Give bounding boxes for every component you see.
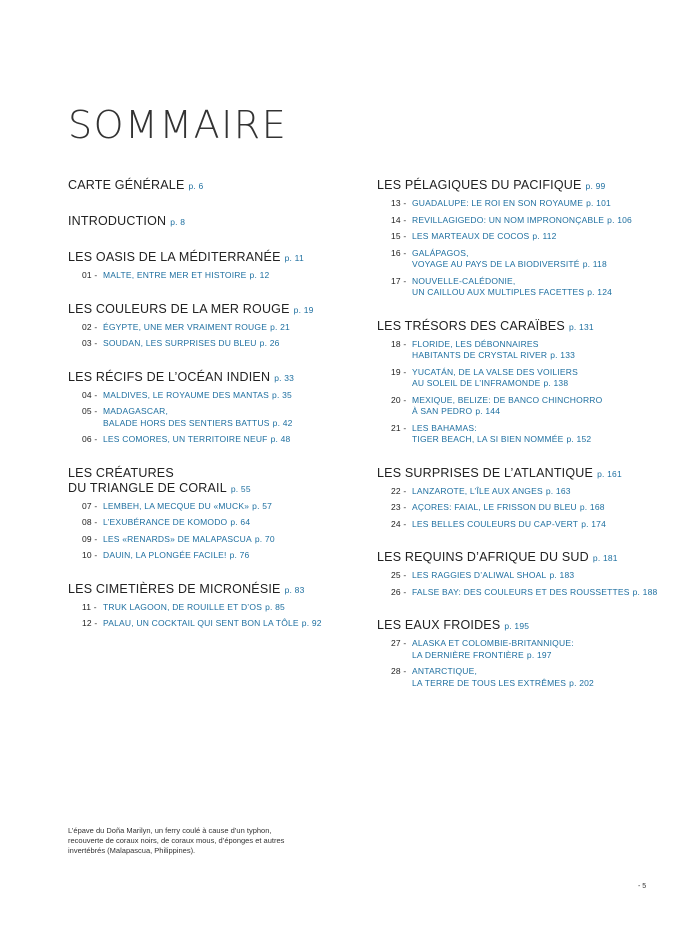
section-page-number: p. 131 [568, 321, 594, 332]
section-title-text: LES COULEURS DE LA MER ROUGE [68, 301, 290, 316]
entry-title-text: YUCATÁN, DE LA VALSE DES VOILIERS AU SOLEIL DE L’INFRAMONDE [412, 366, 578, 388]
toc-section [377, 466, 677, 531]
section-title-text: LES REQUINS D’AFRIQUE DU SUD [377, 550, 589, 564]
toc-section [377, 319, 677, 446]
entry-page-number: p. 57 [252, 500, 273, 511]
toc-entry[interactable] [377, 423, 677, 446]
entry-page-number: p. 12 [249, 270, 270, 280]
entry-title [103, 501, 272, 513]
entry-page-number: p. 163 [545, 485, 571, 496]
entry-number: 26 - [391, 586, 407, 597]
entry-number: 23 - [391, 502, 407, 512]
toc-entry[interactable] [377, 502, 677, 514]
section-title[interactable] [68, 214, 358, 230]
entry-number: 02 - [82, 321, 98, 332]
entry-number: 07 - [82, 500, 98, 511]
entry-title [412, 395, 602, 418]
entry-page-number: p. 138 [543, 378, 569, 388]
entry-title [103, 618, 322, 630]
section-page-number: p. 99 [585, 181, 606, 191]
entry-title-text: GALÁPAGOS, VOYAGE AU PAYS DE LA BIODIVERSITÉ [412, 247, 580, 269]
entry-number: 13 - [391, 198, 407, 208]
toc-section [377, 550, 677, 598]
section-title-text: LES EAUX FROIDES [377, 618, 501, 632]
toc-entry[interactable] [377, 215, 677, 227]
section-title[interactable] [68, 250, 358, 266]
entry-title-text: LES MARTEAUX DE COCOS [412, 231, 530, 241]
entry-title-text: NOUVELLE-CALÉDONIE, UN CAILLOU AUX MULTIPLES FACETTES [412, 275, 585, 297]
entry-title [412, 339, 575, 362]
entry-page-number: p. 42 [272, 417, 293, 428]
entry-title [103, 406, 293, 429]
entry-page-number: p. 35 [272, 389, 292, 400]
entry-number: 21 - [391, 422, 407, 433]
section-title[interactable] [377, 319, 677, 335]
toc-section [377, 178, 677, 299]
entry-number: 19 - [391, 366, 407, 377]
toc-entry[interactable] [68, 322, 358, 334]
toc-left-column [68, 178, 358, 650]
entry-title-text: LES RAGGIES D’ALIWAL SHOAL [412, 570, 547, 580]
entry-page-number: p. 76 [229, 550, 250, 560]
section-title-text: INTRODUCTION [68, 214, 167, 228]
entry-title [103, 390, 292, 402]
page-title: SOMMAIRE [68, 103, 288, 147]
section-title-text: LES SURPRISES DE L’ATLANTIQUE [377, 465, 594, 480]
toc-entry[interactable] [68, 390, 358, 402]
toc-entry[interactable] [68, 618, 358, 630]
entry-title-text: MEXIQUE, BELIZE: DE BANCO CHINCHORRO À SAN PEDRO [412, 394, 603, 416]
entry-title [103, 338, 280, 350]
section-page-number: p. 55 [230, 483, 251, 494]
section-title[interactable] [377, 618, 677, 634]
entry-title [103, 550, 249, 562]
entry-page-number: p. 112 [532, 231, 557, 241]
entry-title [412, 486, 571, 498]
entry-title-text: PALAU, UN COCKTAIL QUI SENT BON LA TÔLE [103, 618, 299, 628]
section-title[interactable] [68, 582, 358, 598]
entry-page-number: p. 202 [569, 677, 594, 688]
entry-title [412, 502, 605, 514]
section-title-text: LES TRÉSORS DES CARAÏBES [377, 318, 565, 333]
entry-page-number: p. 21 [270, 321, 290, 332]
section-title[interactable] [377, 466, 677, 482]
entry-title [412, 638, 574, 661]
entry-page-number: p. 64 [230, 517, 251, 527]
entry-page-number: p. 118 [582, 259, 607, 269]
toc-entry[interactable] [377, 339, 677, 362]
toc-entry[interactable] [377, 198, 677, 210]
toc-entry[interactable] [68, 434, 358, 446]
entry-title-text: LANZAROTE, L’ÎLE AUX ANGES [412, 485, 543, 496]
entry-title-text: ANTARCTIQUE, LA TERRE DE TOUS LES EXTRÊMES [412, 666, 567, 688]
section-title[interactable] [68, 370, 358, 386]
toc-section [68, 178, 358, 194]
entry-number: 22 - [391, 485, 407, 496]
entry-title-text: REVILLAGIGEDO: UN NOM IMPRONONÇABLE [412, 214, 605, 225]
entry-number: 14 - [391, 214, 407, 225]
entry-title [103, 534, 275, 546]
section-title-text: LES CIMETIÈRES DE MICRONÉSIE [68, 581, 281, 596]
section-page-number: p. 83 [284, 584, 305, 595]
entry-page-number: p. 197 [526, 649, 552, 660]
entry-page-number: p. 133 [550, 350, 576, 360]
entry-title-text: MADAGASCAR, BALADE HORS DES SENTIERS BATTUS [103, 406, 270, 428]
entry-page-number: p. 106 [607, 214, 632, 225]
entry-title [412, 519, 606, 531]
toc-section [68, 466, 358, 562]
entry-page-number: p. 85 [265, 601, 285, 612]
entry-title [103, 322, 290, 334]
entry-number: 04 - [82, 389, 98, 400]
toc-section [68, 582, 358, 630]
section-page-number: p. 161 [597, 468, 622, 479]
toc-entry[interactable] [377, 231, 677, 243]
entry-page-number: p. 92 [301, 618, 322, 628]
entry-title [412, 587, 657, 599]
toc-entry[interactable] [68, 550, 358, 562]
toc-entry[interactable] [68, 338, 358, 350]
toc-entry[interactable] [377, 276, 677, 299]
entry-title [103, 270, 269, 282]
section-page-number: p. 8 [170, 217, 186, 227]
entry-number: 11 - [82, 601, 97, 612]
toc-section [68, 214, 358, 230]
entry-title-text: LES COMORES, UN TERRITOIRE NEUF [103, 434, 268, 444]
entry-title-text: LEMBEH, LA MECQUE DU «MUCK» [103, 500, 250, 511]
toc-entry[interactable] [377, 570, 677, 582]
entry-title-text: ÉGYPTE, UNE MER VRAIMENT ROUGE [103, 321, 268, 332]
entry-number: 18 - [391, 338, 407, 349]
toc-entry[interactable] [68, 517, 358, 529]
section-title[interactable] [68, 302, 358, 318]
entry-number: 16 - [391, 247, 407, 258]
toc-entry[interactable] [377, 519, 677, 531]
entry-number: 06 - [82, 434, 98, 444]
entry-title [412, 215, 632, 227]
toc-section [68, 302, 358, 350]
section-page-number: p. 6 [188, 181, 204, 191]
toc-entry[interactable] [377, 395, 677, 418]
entry-number: 27 - [391, 638, 407, 648]
entry-title-text: ALASKA ET COLOMBIE-BRITANNIQUE: LA DERNIÈRE FRONTIÈRE [412, 638, 574, 660]
toc-entry[interactable] [68, 534, 358, 546]
toc-entry[interactable] [377, 638, 677, 661]
entry-title-text: TRUK LAGOON, DE ROUILLE ET D’OS [103, 601, 263, 612]
entry-page-number: p. 101 [586, 198, 611, 208]
entry-title [103, 434, 290, 446]
entry-title [412, 666, 594, 689]
entry-page-number: p. 188 [632, 586, 658, 597]
entry-number: 15 - [391, 231, 407, 241]
entry-number: 10 - [82, 550, 98, 560]
toc-entry[interactable] [377, 666, 677, 689]
entry-number: 17 - [391, 275, 407, 286]
entry-title-text: LES BAHAMAS: TIGER BEACH, LA SI BIEN NOMMÉE [412, 422, 564, 444]
entry-page-number: p. 124 [587, 287, 613, 297]
entry-number: 01 - [82, 270, 98, 280]
entry-page-number: p. 174 [581, 518, 607, 529]
entry-title [412, 570, 574, 582]
entry-page-number: p. 48 [270, 434, 291, 444]
section-page-number: p. 11 [284, 253, 304, 263]
toc-entry[interactable] [68, 501, 358, 513]
section-page-number: p. 33 [274, 372, 295, 383]
photo-caption: L’épave du Doña Marilyn, un ferry coulé à cause d’un typhon, recouverte de coraux noirs, de coraux mous, d’éponges et autres invertébrés (Malapascua, Philippines). [68, 826, 285, 855]
entry-number: 25 - [391, 570, 407, 580]
entry-page-number: p. 70 [254, 533, 275, 544]
toc-entry[interactable] [377, 248, 677, 271]
entry-title-text: FALSE BAY: DES COULEURS ET DES ROUSSETTES [412, 586, 630, 597]
entry-number: 12 - [82, 618, 98, 628]
entry-number: 08 - [82, 517, 98, 527]
entry-page-number: p. 183 [549, 570, 575, 580]
section-title[interactable] [68, 178, 358, 194]
toc-section [68, 250, 358, 282]
section-title[interactable] [377, 178, 677, 194]
entry-title-text: DAUIN, LA PLONGÉE FACILE! [103, 550, 227, 560]
entry-title-text: GUADALUPE: LE ROI EN SON ROYAUME [412, 198, 584, 208]
toc-entry[interactable] [377, 587, 677, 599]
section-title-text: LES OASIS DE LA MÉDITERRANÉE [68, 250, 281, 264]
entry-title [412, 248, 607, 271]
section-title-text: CARTE GÉNÉRALE [68, 178, 185, 192]
entry-title [103, 602, 285, 614]
entry-title-text: LES BELLES COULEURS DU CAP-VERT [412, 518, 579, 529]
toc-entry[interactable] [68, 406, 358, 429]
entry-number: 24 - [391, 518, 407, 529]
entry-title-text: MALDIVES, LE ROYAUME DES MANTAS [103, 389, 270, 400]
toc-entry[interactable] [68, 270, 358, 282]
section-title-text: LES PÉLAGIQUES DU PACIFIQUE [377, 178, 582, 192]
toc-right-column [377, 178, 677, 709]
entry-number: 05 - [82, 406, 98, 416]
entry-number: 20 - [391, 394, 407, 405]
section-page-number: p. 181 [592, 553, 618, 563]
entry-number: 09 - [82, 533, 98, 544]
entry-title-text: L’EXUBÉRANCE DE KOMODO [103, 517, 228, 527]
toc-entry[interactable] [377, 367, 677, 390]
entry-title-text: LES «RENARDS» DE MALAPASCUA [103, 533, 252, 544]
entry-title-text: AÇORES: FAIAL, LE FRISSON DU BLEU [412, 502, 577, 512]
section-title-text: LES RÉCIFS DE L’OCÉAN INDIEN [68, 369, 271, 384]
section-page-number: p. 19 [293, 304, 314, 315]
entry-title [412, 198, 611, 210]
section-title[interactable] [68, 466, 358, 497]
entry-title-text: MALTE, ENTRE MER ET HISTOIRE [103, 270, 247, 280]
toc-section [377, 618, 677, 689]
entry-page-number: p. 168 [579, 502, 605, 512]
toc-section [68, 370, 358, 446]
entry-title [412, 423, 591, 446]
entry-title-text: SOUDAN, LES SURPRISES DU BLEU [103, 338, 257, 348]
section-page-number: p. 195 [504, 621, 530, 631]
entry-number: 03 - [82, 338, 98, 348]
entry-title [412, 367, 578, 390]
toc-entry[interactable] [377, 486, 677, 498]
toc-entry[interactable] [68, 602, 358, 614]
page-number: - 5 [638, 883, 647, 890]
entry-page-number: p. 152 [566, 434, 592, 444]
entry-page-number: p. 26 [259, 338, 280, 348]
entry-title [412, 231, 557, 243]
entry-page-number: p. 144 [475, 406, 501, 416]
entry-title-text: FLORIDE, LES DÉBONNAIRES HABITANTS DE CRYSTAL RIVER [412, 338, 548, 360]
entry-title [412, 276, 612, 299]
entry-title [103, 517, 250, 529]
section-title[interactable] [377, 550, 677, 566]
entry-number: 28 - [391, 666, 407, 676]
section-title-text: LES CRÉATURES DU TRIANGLE DE CORAIL [68, 465, 227, 495]
